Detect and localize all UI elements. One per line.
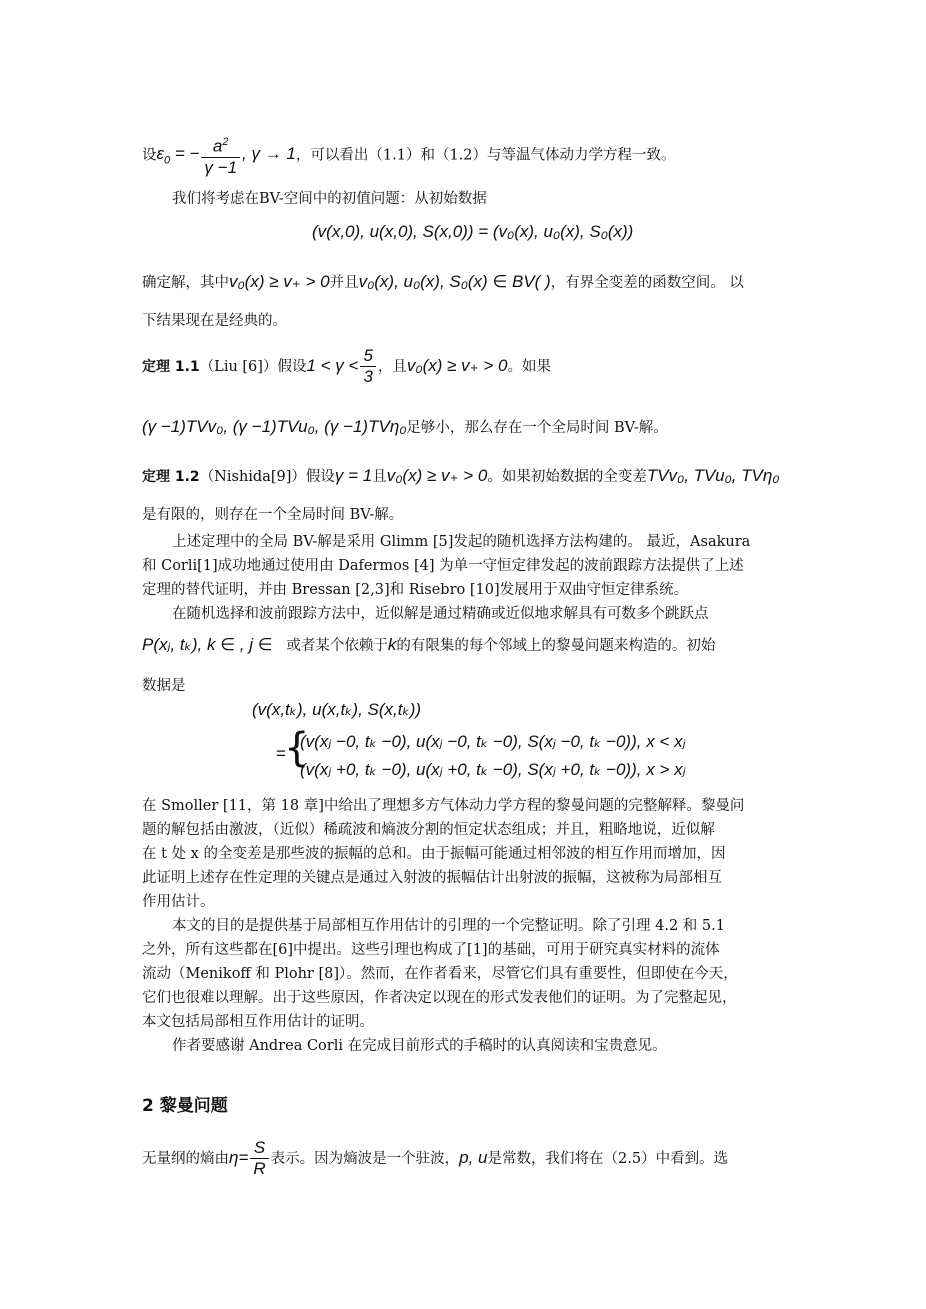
paragraph-line xyxy=(142,635,715,656)
text: 无量纲的熵由 xyxy=(142,1150,229,1167)
paragraph-line: 是有限的，则存在一个全局时间 BV-解。 xyxy=(142,507,404,523)
brace-symbol: { xyxy=(284,725,310,771)
text: 表示。因为熵波是一个驻波， xyxy=(270,1150,460,1167)
theorem-1-2 xyxy=(142,466,779,487)
math-gamma-range: 1 < γ < $\frac{5}{3}$ xyxy=(306,356,377,375)
math-bv-space: v₀(x), u₀(x), S₀(x) ∈ BV( ) xyxy=(358,272,551,291)
paragraph-line xyxy=(142,272,744,293)
equation-equals: = xyxy=(276,744,286,763)
paragraph-line xyxy=(142,1138,728,1179)
paragraph-line: 在随机选择和波前跟踪方法中，近似解是通过精确或近似地求解具有可数多个跳跃点 xyxy=(172,606,709,622)
text: ，且 xyxy=(377,358,407,375)
math-condition: v₀(x) ≥ v₊ > 0 xyxy=(406,355,508,375)
theorem-label: 定理 1.1 xyxy=(142,358,200,375)
paragraph-line: 作用估计。 xyxy=(142,894,215,910)
math-total-variation: TVv₀, TVu₀, TVη₀ xyxy=(646,466,780,485)
text: （Nishida[9]）假设 xyxy=(199,469,335,485)
text: ，可以看出（1.1）和（1.2）与等温气体动力学方程一致。 xyxy=(295,147,676,164)
math-jump-points: P(xⱼ, tₖ), k ∈ , j ∈ xyxy=(142,635,273,654)
text: 设 xyxy=(142,147,157,164)
text: 。如果初始数据的全变差 xyxy=(487,469,647,485)
paragraph-line: 本文的目的是提供基于局部相互作用估计的引理的一个完整证明。除了引理 4.2 和 5.1 xyxy=(172,918,725,934)
paragraph-line: 数据是 xyxy=(142,678,186,694)
text: （Liu [6]）假设 xyxy=(199,358,307,375)
paragraph-line: 在 t 处 x 的全变差是那些波的振幅的总和。由于振幅可能通过相邻波的相互作用而增加，因 xyxy=(142,846,726,862)
paragraph-line: 下结果现在是经典的。 xyxy=(142,313,287,329)
math-epsilon: $\varepsilon_0$ = − $\frac{a^2}{\gamma -1}$ , γ → 1 xyxy=(157,144,296,163)
math-gamma: γ = 1 xyxy=(334,466,373,485)
paragraph-line xyxy=(142,417,668,438)
paragraph-line: 题的解包括由激波，（近似）稀疏波和熵波分割的恒定状态组成；并且，粗略地说，近似解 xyxy=(142,822,715,838)
math-condition: v₀(x) ≥ v₊ > 0 xyxy=(386,466,488,485)
equation-case-right: (v(xⱼ +0, tₖ −0), u(xⱼ +0, tₖ −0), S(xⱼ +0, tₖ −0)), x > xⱼ xyxy=(300,760,686,779)
section-heading: 2 黎曼问题 xyxy=(142,1096,228,1116)
text: 并且 xyxy=(329,275,359,291)
text: 确定解，其中 xyxy=(142,275,229,291)
equation-lhs: (v(x,tₖ), u(x,tₖ), S(x,tₖ)) xyxy=(252,700,422,719)
paragraph-line: 在 Smoller [11，第 18 章]中给出了理想多方气体动力学方程的黎曼问题的完整解释。黎曼问 xyxy=(142,798,745,814)
paragraph-line: 此证明上述存在性定理的关键点是通过入射波的振幅估计出射波的振幅，这被称为局部相互 xyxy=(142,870,722,886)
paragraph-line: 作者要感谢 Andrea Corli 在完成目前形式的手稿时的认真阅读和宝贵意见。 xyxy=(172,1038,667,1054)
text: 或者某个依赖于 xyxy=(286,638,388,654)
paragraph-line: 本文包括局部相互作用估计的证明。 xyxy=(142,1014,374,1030)
fraction: $\frac{a^2}{\gamma -1}$ xyxy=(201,132,240,178)
paragraph-line: 它们也很难以理解。出于这些原因，作者决定以现在的形式发表他们的证明。为了完整起见， xyxy=(142,990,737,1006)
paragraph-line: 定理的替代证明，并由 Bressan [2,3]和 Risebro [10]发展用于双曲守恒定律系统。 xyxy=(142,582,689,598)
paragraph-line: 和 Corli[1]成功地通过使用由 Dafermos [4] 为单一守恒定律发起的波前跟踪方法提供了上述 xyxy=(142,558,744,574)
paragraph-line: 我们将考虑在BV-空间中的初值问题：从初始数据 xyxy=(172,191,487,207)
theorem-label: 定理 1.2 xyxy=(142,469,200,485)
text: 。如果 xyxy=(507,358,551,375)
text: 且 xyxy=(372,469,387,485)
theorem-1-1 xyxy=(142,346,551,387)
equation-case-left: (v(xⱼ −0, tₖ −0), u(xⱼ −0, tₖ −0), S(xⱼ −0, tₖ −0)), x < xⱼ xyxy=(300,732,686,751)
text: 足够小，那么存在一个全局时间 BV-解。 xyxy=(406,420,668,436)
equation-initial-data: (v(x,0), u(x,0), S(x,0)) = (v₀(x), u₀(x), S₀(x)) xyxy=(312,222,634,241)
paragraph-line: 上述定理中的全局 BV-解是采用 Glimm [5]发起的随机选择方法构建的。 最近，Asakura xyxy=(172,534,751,550)
math-entropy: η= $\frac{S}{R}$ xyxy=(229,1148,271,1167)
text: 是常数，我们将在（2.5）中看到。选 xyxy=(487,1150,729,1167)
paragraph-line xyxy=(142,132,676,178)
math-condition: v₀(x) ≥ v₊ > 0 xyxy=(229,272,330,291)
math-total-variation: (γ −1)TVv₀, (γ −1)TVu₀, (γ −1)TVη₀ xyxy=(142,417,407,436)
text: 的有限集的每个邻域上的黎曼问题来构造的。初始 xyxy=(396,638,716,654)
paragraph-line: 流动（Menikoff 和 Plohr [8]）。然而，在作者看来，尽管它们具有重要性，但即使在今天， xyxy=(142,966,738,982)
paragraph-line: 之外，所有这些都在[6]中提出。这些引理也构成了[1]的基础，可用于研究真实材料的流体 xyxy=(142,942,720,958)
text: ，有界全变差的函数空间。 以 xyxy=(550,275,744,291)
math-vars: p, u xyxy=(459,1147,488,1167)
math-k: k xyxy=(387,635,397,654)
